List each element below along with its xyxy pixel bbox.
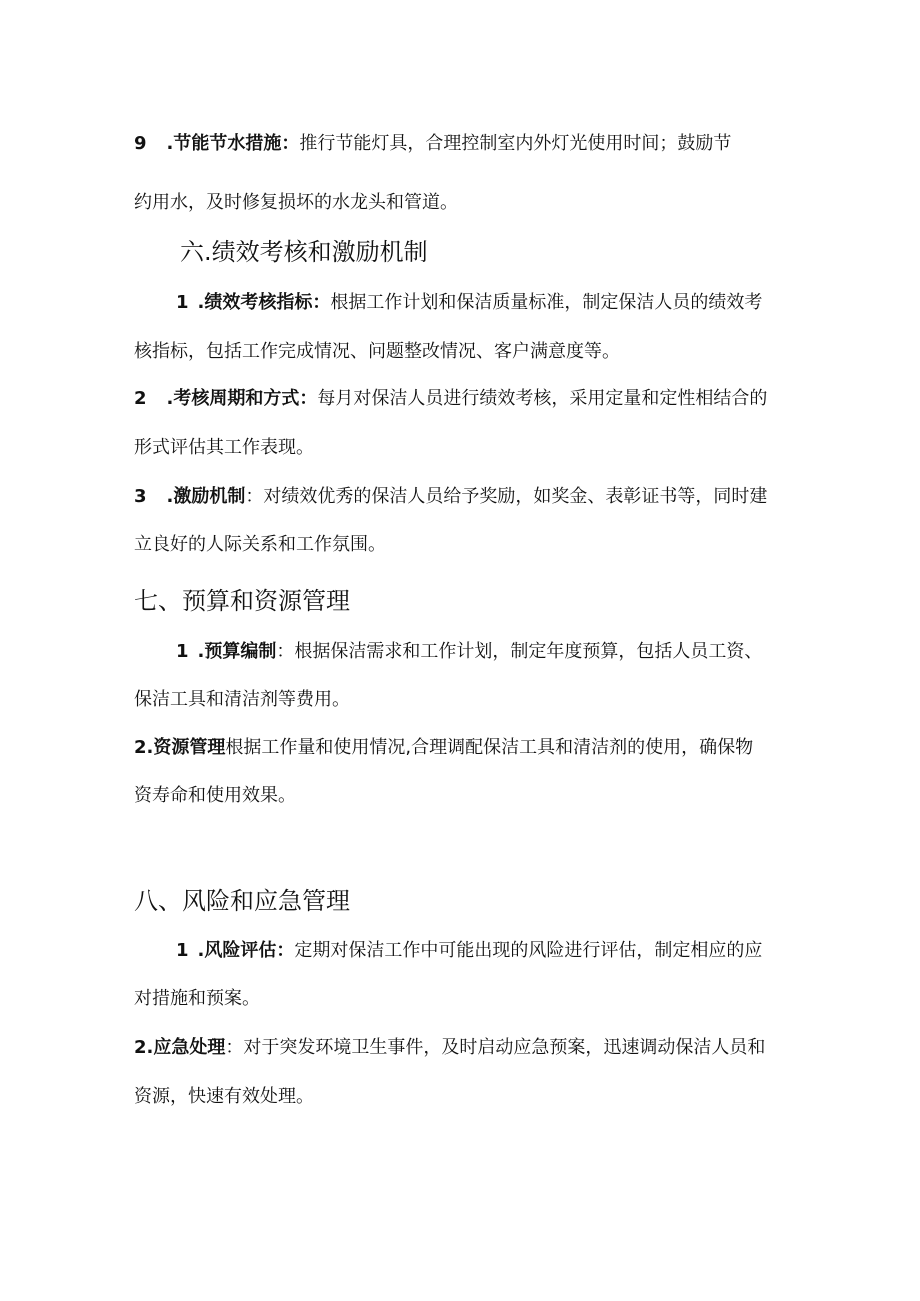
sec6-item-2-line-2: 形式评估其工作表现。: [134, 437, 314, 458]
sec8-item-1-line-2: 对措施和预案。: [134, 988, 260, 1009]
item-body: ：对于突发环境卫生事件，及时启动应急预案，迅速调动保洁人员和: [225, 1037, 766, 1058]
sec8-item-2-line-1: [134, 1036, 765, 1060]
sec6-item-3-line-2: 立良好的人际关系和工作氛围。: [134, 534, 386, 555]
section-7-heading: 七、预算和资源管理: [134, 587, 350, 615]
sec7-item-1-line-2: 保洁工具和清洁剂等费用。: [134, 689, 350, 710]
item-number: 1: [176, 641, 189, 662]
sec8-item-2-line-2: 资源，快速有效处理。: [134, 1086, 314, 1107]
item-number: 1: [176, 940, 189, 961]
sec7-item-2-line-2: 资寿命和使用效果。: [134, 785, 296, 806]
section-6-heading: 六.绩效考核和激励机制: [180, 238, 428, 266]
sec6-item-2-line-1: [134, 387, 767, 411]
item-title: .节能节水措施：: [166, 133, 300, 154]
item-title: 2.资源管理: [134, 737, 226, 758]
item-number: 3: [134, 486, 147, 507]
item-body: ：对绩效优秀的保洁人员给予奖励，如奖金、表彰证书等，同时建: [245, 486, 768, 507]
item-title: .绩效考核指标：: [197, 292, 331, 313]
sec7-item-1-line-1: [176, 640, 762, 664]
sec6-item-3-line-1: [134, 485, 767, 509]
section-8-heading: 八、风险和应急管理: [134, 887, 350, 915]
sec8-item-1-line-1: [176, 939, 762, 963]
item-title: .激励机制: [166, 486, 246, 507]
sec7-item-2-line-1: [134, 736, 753, 760]
item-body: ：根据保洁需求和工作计划，制定年度预算，包括人员工资、: [276, 641, 763, 662]
item-body: 根据工作计划和保洁质量标准，制定保洁人员的绩效考: [330, 292, 763, 313]
item-title: .考核周期和方式：: [166, 388, 318, 409]
item-title: 2.应急处理: [134, 1037, 226, 1058]
item-number: 1: [176, 292, 189, 313]
item-number: 2: [134, 388, 147, 409]
item-body: 推行节能灯具，合理控制室内外灯光使用时间；鼓励节: [299, 133, 732, 154]
item-body: 每月对保洁人员进行绩效考核，采用定量和定性相结合的: [317, 388, 768, 409]
item-9-line-2: 约用水，及时修复损坏的水龙头和管道。: [134, 192, 458, 213]
item-9-line-1: [134, 132, 731, 156]
item-body: 根据工作量和使用情况,合理调配保洁工具和清洁剂的使用，确保物: [225, 737, 754, 758]
item-body: 定期对保洁工作中可能出现的风险进行评估，制定相应的应: [294, 940, 763, 961]
item-number: 9: [134, 133, 147, 154]
sec6-item-1-line-2: 核指标，包括工作完成情况、问题整改情况、客户满意度等。: [134, 341, 620, 362]
sec6-item-1-line-1: [176, 291, 762, 315]
item-title: .风险评估：: [197, 940, 295, 961]
item-title: .预算编制: [197, 641, 277, 662]
